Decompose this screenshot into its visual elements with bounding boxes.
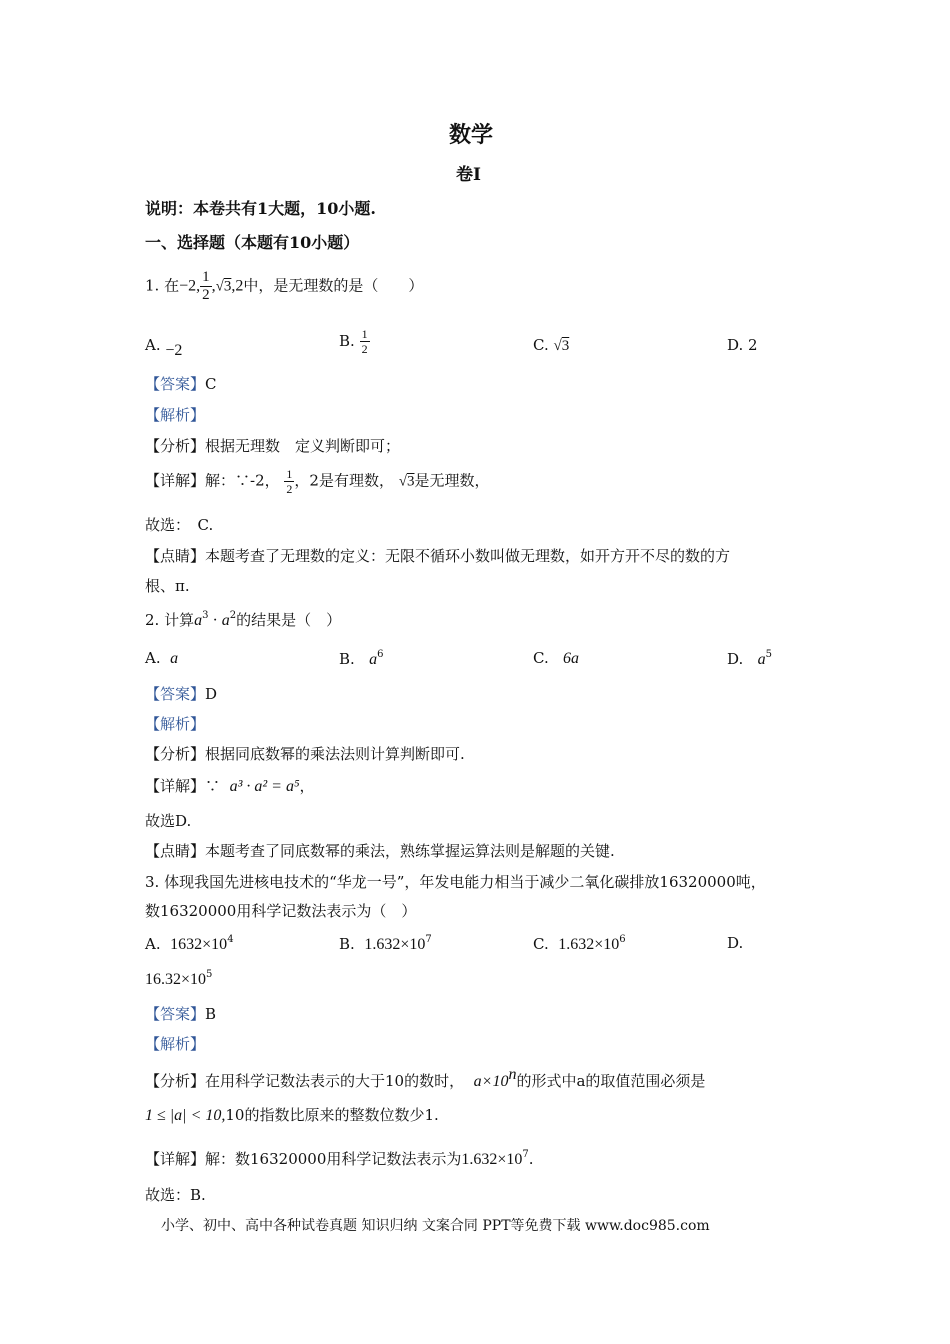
q1-fraction: $\frac{1}{2}$	[202, 269, 210, 303]
q3-option-c: C. $1.632\times 10^6$	[533, 934, 626, 953]
page-title: 数学	[449, 122, 494, 148]
q1-option-c: C. √3	[533, 336, 570, 354]
q2-fenxi: 【分析】根据同底数幂的乘法法则计算判断即可.	[145, 745, 465, 763]
q1-answer: 【答案】C	[145, 375, 217, 393]
q1-comment: 【点睛】本题考查了无理数的定义：无限不循环小数叫做无理数，如开方开不尽的数的方	[145, 547, 731, 565]
q1-option-a: A. −2	[145, 336, 183, 359]
q3-analysis-label: 【解析】	[145, 1035, 206, 1053]
footer-text: 小学、初中、高中各种试卷真题 知识归纳 文案合同 PPT等免费下载 www.doc985.com	[161, 1218, 710, 1234]
q1-suffix: 中，是无理数的是（ ）	[243, 276, 424, 295]
q1-option-b-fraction: $\frac{1}{2}$	[361, 327, 368, 356]
q1-stem: 1. 在−2, $\frac{1}{2}$ ,√3,2中，是无理数的是（ ）	[145, 269, 424, 303]
q1-option-b: B. $\frac{1}{2}$	[339, 327, 368, 356]
q2-answer: 【答案】D	[145, 685, 218, 703]
q3-choose: 故选：B.	[145, 1186, 206, 1204]
q1-neg2: −2,	[179, 277, 201, 295]
q2-option-b: B. $a^6$	[339, 649, 384, 668]
q3-fenxi: 【分析】在用科学记数法表示的大于10的数时， $a\times 10^n$的形式中a的取值范围必须是	[145, 1066, 706, 1090]
q3-option-d: $16.32\times 10^5$	[145, 969, 213, 988]
q2-comment: 【点睛】本题考查了同底数幂的乘法，熟练掌握运算法则是解题的关键.	[145, 842, 615, 860]
page-subtitle: 卷Ⅰ	[456, 165, 481, 185]
q1-comment-cont: 根、π.	[145, 577, 190, 595]
q3-option-b: B. $1.632\times 10^7$	[339, 934, 432, 953]
q1-tail: ,2	[231, 277, 244, 295]
section-title: 一、选择题（本题有10小题）	[145, 233, 360, 252]
q3-fenxi-cont: 1 ≤ |a| < 10,10的指数比原来的整数位数少1.	[145, 1106, 439, 1124]
q1-prefix: 1. 在	[145, 276, 180, 295]
q3-option-a: A. $1632\times 10^4$	[145, 934, 234, 953]
q3-answer: 【答案】B	[145, 1005, 217, 1023]
q1-detail-fraction: $\frac{1}{2}$	[286, 467, 293, 496]
q2-detail: 【详解】∵ a³ · a² = a⁵，	[145, 777, 315, 795]
q2-option-c: C. 6a	[533, 649, 580, 667]
q1-option-d: D. 2	[727, 336, 758, 354]
q1-sqrt3: √3	[215, 278, 232, 295]
q2-analysis-label: 【解析】	[145, 715, 206, 733]
q3-detail: 【详解】解：数16320000用科学记数法表示为$1.632\times 10^7$.	[145, 1149, 534, 1168]
q1-detail: 【详解】解：∵-2， $\frac{1}{2}$ ，2是有理数， √3是无理数，	[145, 467, 490, 496]
q2-choose: 故选D.	[145, 812, 192, 830]
q1-analysis-label: 【解析】	[145, 406, 206, 424]
q3-stem-line2: 数16320000用科学记数法表示为（ ）	[145, 902, 417, 920]
q3-option-d-label: D.	[727, 934, 744, 952]
q2-option-a: A. a	[145, 649, 179, 667]
q3-stem-line1: 3. 体现我国先进核电技术的“华龙一号”，年发电能力相当于减少二氧化碳排放16320000吨，	[145, 873, 766, 891]
q1-fenxi: 【分析】根据无理数 定义判断即可；	[145, 437, 401, 455]
q2-option-d: D. $a^5$	[727, 649, 772, 668]
q1-choose: 故选： C.	[145, 516, 214, 534]
q2-stem: 2. 计算$a^3 \cdot a^2$的结果是（ ）	[145, 610, 342, 629]
instruction: 说明：本卷共有1大题，10小题.	[145, 199, 376, 218]
